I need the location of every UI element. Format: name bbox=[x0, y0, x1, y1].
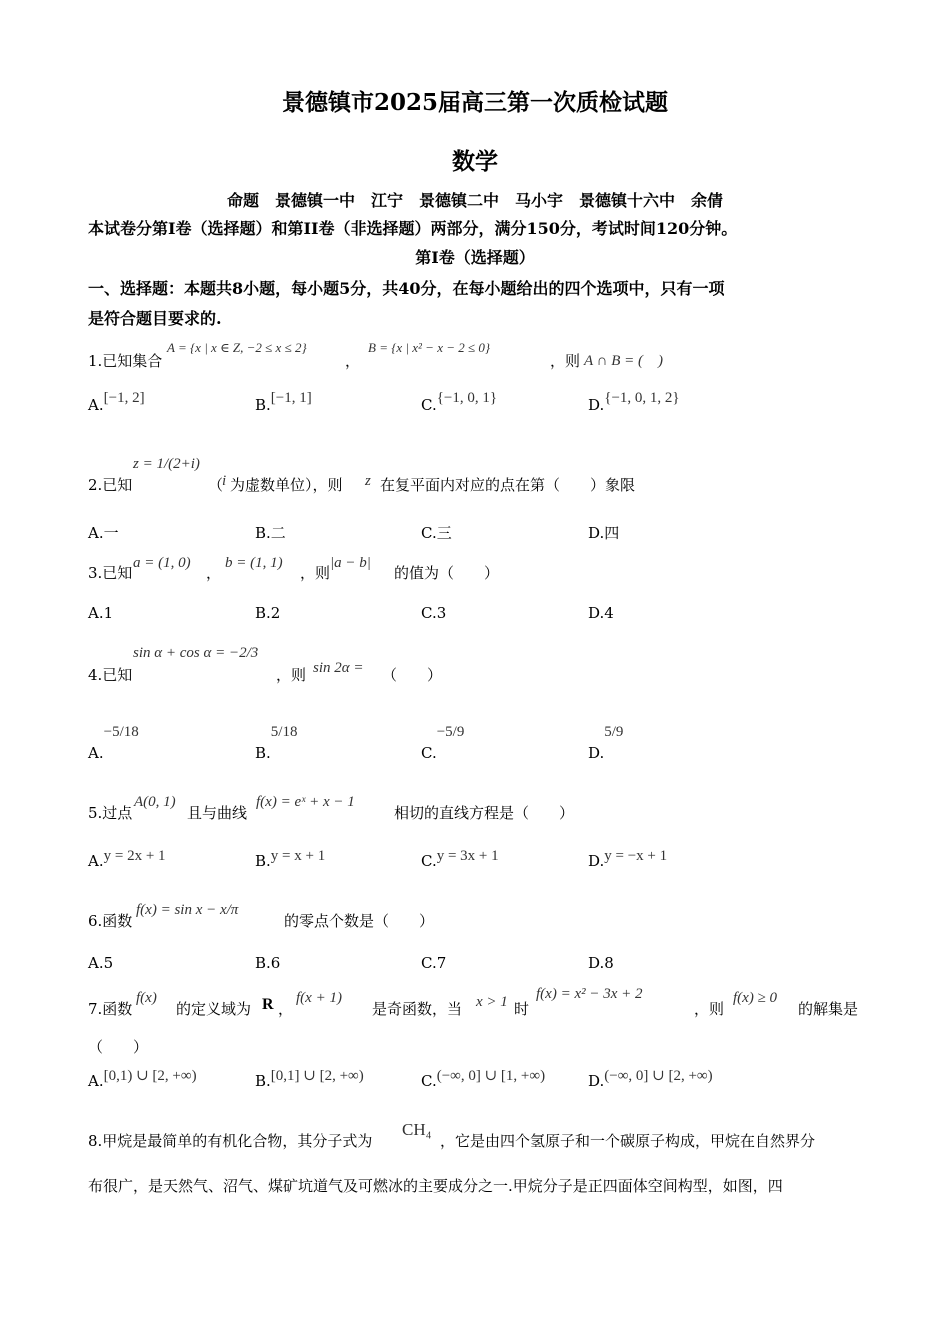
math-formula: f(x) = sin x − x/π bbox=[136, 902, 239, 918]
option-math: [−1, 1] bbox=[270, 390, 312, 406]
question-text: 在复平面内对应的点在第（ ）象限 bbox=[380, 476, 636, 494]
option-c[interactable]: C.7 bbox=[421, 954, 447, 972]
math-formula: R bbox=[262, 996, 274, 1013]
option-b[interactable]: B.二 bbox=[255, 524, 286, 542]
math-formula: CH₄ bbox=[402, 1120, 432, 1139]
math-formula: f(x + 1) bbox=[296, 990, 342, 1006]
option-d[interactable]: D.y = −x + 1 bbox=[588, 848, 668, 870]
math-formula: A ∩ B = ( ) bbox=[584, 353, 663, 369]
subject-title: 数学 bbox=[452, 148, 498, 175]
option-math: y = 2x + 1 bbox=[103, 848, 166, 864]
question-text: （ ） bbox=[88, 1038, 149, 1056]
authors-line: 命题 景德镇一中 江宁 景德镇二中 马小宇 景德镇十六中 余倩 bbox=[226, 191, 723, 210]
option-math: {−1, 0, 1, 2} bbox=[604, 390, 680, 406]
option-a[interactable]: A.1 bbox=[88, 604, 114, 622]
question-text: 2.已知 bbox=[88, 476, 133, 494]
question-text: 4.已知 bbox=[88, 666, 133, 684]
option-c[interactable]: C.−5/9 bbox=[421, 724, 465, 762]
question-text: 的定义域为 bbox=[176, 1000, 252, 1018]
option-d[interactable]: D.四 bbox=[588, 524, 620, 542]
option-b[interactable]: B.6 bbox=[255, 954, 281, 972]
math-formula: f(x) ≥ 0 bbox=[733, 990, 778, 1006]
question-text: 为虚数单位），则 bbox=[230, 476, 343, 494]
question-text: 的零点个数是（ ） bbox=[284, 912, 435, 930]
math-formula: B = {x | x² − x − 2 ≤ 0} bbox=[368, 340, 491, 355]
question-text: ， bbox=[278, 1000, 294, 1018]
question-text: 是奇函数，当 bbox=[372, 1000, 463, 1018]
math-formula: a = (1, 0) bbox=[133, 555, 191, 571]
option-math: −5/9 bbox=[436, 724, 465, 740]
option-c[interactable]: C.(−∞, 0] ∪ [1, +∞) bbox=[421, 1068, 546, 1090]
option-math: 5/18 bbox=[270, 724, 298, 740]
section-heading-cont: 是符合题目要求的. bbox=[88, 309, 222, 328]
option-a[interactable]: A.y = 2x + 1 bbox=[88, 848, 166, 870]
question-text: ， bbox=[345, 352, 361, 370]
question-text: 布很广，是天然气、沼气、煤矿坑道气及可燃冰的主要成分之一.甲烷分子是正四面体空间构型，如图，四 bbox=[88, 1177, 783, 1195]
question-text: 7.函数 bbox=[88, 1000, 133, 1018]
question-text: ，则 bbox=[276, 666, 307, 684]
option-d[interactable]: D.4 bbox=[588, 604, 614, 622]
option-c[interactable]: C.y = 3x + 1 bbox=[421, 848, 499, 870]
part-heading: 第I卷（选择题） bbox=[415, 248, 535, 267]
question-text: 1.已知集合 bbox=[88, 352, 163, 370]
math-formula: A = {x | x ∈ Z, −2 ≤ x ≤ 2} bbox=[167, 340, 307, 355]
section-heading: 一、选择题：本题共8小题，每小题5分，共40分，在每小题给出的四个选项中，只有一项 bbox=[88, 279, 725, 298]
question-text: （ ） bbox=[382, 666, 443, 684]
math-formula: sin α + cos α = −2/3 bbox=[133, 645, 259, 661]
math-formula: f(x) bbox=[136, 990, 157, 1006]
question-text: 3.已知 bbox=[88, 564, 133, 582]
option-math: y = x + 1 bbox=[270, 848, 326, 864]
option-b[interactable]: B.2 bbox=[255, 604, 281, 622]
option-a[interactable]: A.−5/18 bbox=[88, 724, 139, 762]
math-formula: |a − b| bbox=[330, 555, 371, 571]
option-math: (−∞, 0] ∪ [2, +∞) bbox=[604, 1068, 713, 1084]
option-math: y = 3x + 1 bbox=[436, 848, 499, 864]
option-c[interactable]: C.三 bbox=[421, 524, 452, 542]
option-d[interactable]: D.(−∞, 0] ∪ [2, +∞) bbox=[588, 1068, 713, 1090]
question-text: ，它是由四个氢原子和一个碳原子构成，甲烷在自然界分 bbox=[440, 1132, 816, 1150]
question-text: ，则 bbox=[300, 564, 331, 582]
option-b[interactable]: B.[−1, 1] bbox=[255, 390, 312, 414]
question-text: 8.甲烷是最简单的有机化合物，其分子式为 bbox=[88, 1132, 373, 1150]
option-math: 5/9 bbox=[604, 724, 624, 740]
option-a[interactable]: A.[−1, 2] bbox=[88, 390, 145, 414]
math-formula: f(x) = eˣ + x − 1 bbox=[256, 794, 355, 810]
math-formula: A(0, 1) bbox=[134, 794, 176, 810]
question-text: 时 bbox=[514, 1000, 530, 1018]
question-text: ， bbox=[206, 564, 222, 582]
option-c[interactable]: C.3 bbox=[421, 604, 447, 622]
option-b[interactable]: B.5/18 bbox=[255, 724, 298, 762]
math-formula: z bbox=[365, 473, 371, 489]
option-a[interactable]: A.[0,1) ∪ [2, +∞) bbox=[88, 1068, 197, 1090]
option-d[interactable]: D.8 bbox=[588, 954, 614, 972]
option-math: y = −x + 1 bbox=[604, 848, 668, 864]
option-math: [−1, 2] bbox=[103, 390, 145, 406]
question-text: ，则 bbox=[694, 1000, 725, 1018]
option-c[interactable]: C.{−1, 0, 1} bbox=[421, 390, 498, 414]
option-d[interactable]: D.5/9 bbox=[588, 724, 624, 762]
option-math: [0,1] ∪ [2, +∞) bbox=[270, 1068, 364, 1084]
option-b[interactable]: B.[0,1] ∪ [2, +∞) bbox=[255, 1068, 364, 1090]
question-text: 相切的直线方程是（ ） bbox=[394, 804, 575, 822]
option-d[interactable]: D.{−1, 0, 1, 2} bbox=[588, 390, 680, 414]
option-math: {−1, 0, 1} bbox=[436, 390, 498, 406]
math-formula: sin 2α = bbox=[313, 660, 364, 676]
question-text: 6.函数 bbox=[88, 912, 133, 930]
math-formula: z = 1/(2+i) bbox=[133, 456, 200, 472]
option-math: (−∞, 0] ∪ [1, +∞) bbox=[436, 1068, 546, 1084]
math-formula: x > 1 bbox=[476, 994, 508, 1010]
option-b[interactable]: B.y = x + 1 bbox=[255, 848, 326, 870]
question-text: ，则 bbox=[550, 352, 581, 370]
question-text: 的值为（ ） bbox=[394, 564, 500, 582]
question-text: 5.过点 bbox=[88, 804, 133, 822]
question-text: 的解集是 bbox=[798, 1000, 859, 1018]
option-a[interactable]: A.5 bbox=[88, 954, 114, 972]
option-math: −5/18 bbox=[103, 724, 139, 740]
math-formula: b = (1, 1) bbox=[225, 555, 283, 571]
math-formula: f(x) = x² − 3x + 2 bbox=[536, 986, 643, 1002]
question-text: 且与曲线 bbox=[187, 804, 248, 822]
option-a[interactable]: A.一 bbox=[88, 524, 119, 542]
exam-intro: 本试卷分第I卷（选择题）和第II卷（非选择题）两部分，满分150分，考试时间120分钟。 bbox=[88, 219, 738, 238]
option-math: [0,1) ∪ [2, +∞) bbox=[103, 1068, 197, 1084]
question-text: （ bbox=[208, 476, 224, 494]
exam-title: 景德镇市2025届高三第一次质检试题 bbox=[281, 89, 668, 116]
math-formula: i bbox=[222, 473, 227, 489]
